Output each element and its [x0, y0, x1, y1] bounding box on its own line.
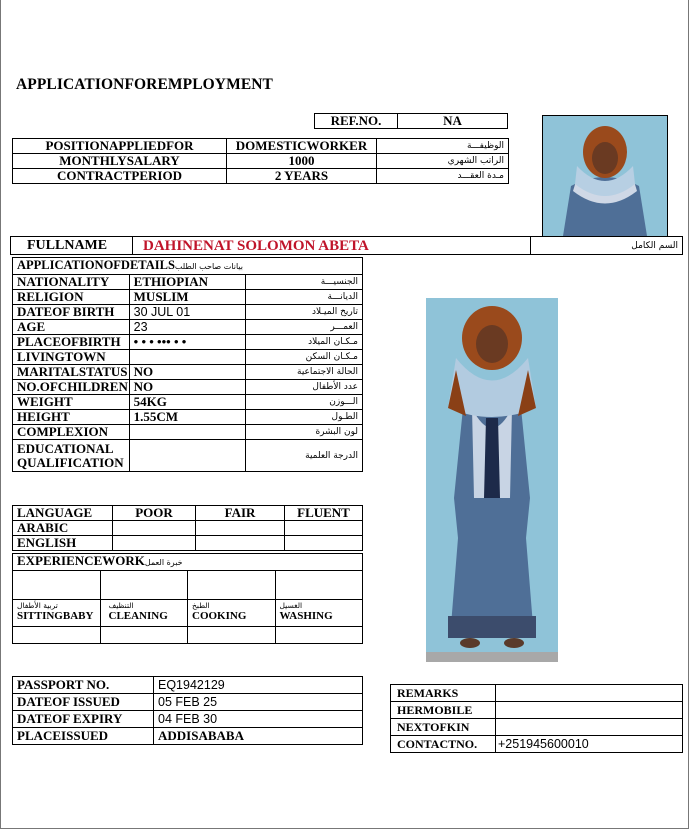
details-value: • • • ••• • • [129, 335, 246, 350]
remarks-row [391, 736, 683, 753]
skill-cooking: الطبخ COOKING [188, 600, 276, 627]
details-label: RELIGION [13, 290, 130, 305]
details-label: COMPLEXION [13, 425, 130, 440]
passport-row [13, 694, 363, 711]
passport-label: DATEOF ISSUED [13, 694, 154, 711]
remarks-label: REMARKS [391, 685, 496, 702]
skill-cell [100, 627, 188, 644]
details-value [129, 425, 246, 440]
skills-blank-row [13, 627, 363, 644]
details-label-ar: الديانـــة [246, 290, 363, 305]
details-value: 30 JUL 01 [129, 305, 246, 320]
passport-table [12, 676, 363, 745]
details-row [13, 365, 363, 380]
experience-cell [13, 571, 101, 600]
language-cell [196, 521, 285, 536]
passport-row [13, 677, 363, 694]
remarks-row [391, 719, 683, 736]
details-row-education [13, 440, 363, 472]
language-cell [196, 536, 285, 551]
details-label: MARITALSTATUS [13, 365, 130, 380]
remarks-label: NEXTOFKIN [391, 719, 496, 736]
details-row [13, 410, 363, 425]
job-label-ar: مـدة العقـــد [377, 169, 509, 184]
applicant-photo-small [542, 115, 668, 237]
details-label-ar: مـكـان السكن [246, 350, 363, 365]
details-row [13, 290, 363, 305]
skill-sittingbaby: تربية الأطفال SITTINGBABY [13, 600, 101, 627]
details-row [13, 275, 363, 290]
language-level: FAIR [196, 506, 285, 521]
details-label: DATEOF BIRTH [13, 305, 130, 320]
language-table [12, 505, 363, 551]
job-value: DOMESTICWORKER [227, 139, 377, 154]
passport-label: PASSPORT NO. [13, 677, 154, 694]
details-value: NO [129, 380, 246, 395]
details-value [129, 350, 246, 365]
job-label: MONTHLYSALARY [13, 154, 227, 169]
job-value: 2 YEARS [227, 169, 377, 184]
details-value: MUSLIM [129, 290, 246, 305]
experience-blank-row [13, 571, 363, 600]
experience-cell [188, 571, 276, 600]
details-label-ar: الحالة الاجتماعية [246, 365, 363, 380]
details-table [12, 257, 363, 472]
education-label-ar: الدرجة العلمية [246, 440, 363, 472]
fullname-value: DAHINENAT SOLOMON ABETA [133, 237, 531, 255]
details-label-ar: مـكـان الميلاد [246, 335, 363, 350]
details-label-ar: العمـــر [246, 320, 363, 335]
language-level: POOR [113, 506, 196, 521]
remarks-label: HERMOBILE [391, 702, 496, 719]
job-label-ar: الراتب الشهري [377, 154, 509, 169]
details-row [13, 380, 363, 395]
passport-label: DATEOF EXPIRY [13, 711, 154, 728]
details-label-ar: الطـول [246, 410, 363, 425]
skills-row [13, 600, 363, 627]
details-label: WEIGHT [13, 395, 130, 410]
details-label: NATIONALITY [13, 275, 130, 290]
experience-cell [275, 571, 363, 600]
language-cell [285, 536, 363, 551]
job-row-position [13, 139, 509, 154]
language-name: ENGLISH [13, 536, 113, 551]
details-label: NO.OFCHILDREN [13, 380, 130, 395]
job-table [12, 138, 509, 184]
details-row [13, 425, 363, 440]
passport-value: 04 FEB 30 [154, 711, 363, 728]
experience-cell [100, 571, 188, 600]
details-label: LIVINGTOWN [13, 350, 130, 365]
passport-value: 05 FEB 25 [154, 694, 363, 711]
details-label: PLACEOFBIRTH [13, 335, 130, 350]
remarks-value [496, 702, 683, 719]
language-header-row [13, 506, 363, 521]
skill-cell [188, 627, 276, 644]
remarks-row [391, 702, 683, 719]
passport-row [13, 711, 363, 728]
remarks-table [390, 684, 683, 753]
job-value: 1000 [227, 154, 377, 169]
details-value: 1.55CM [129, 410, 246, 425]
language-cell [113, 521, 196, 536]
language-cell [285, 521, 363, 536]
details-row [13, 305, 363, 320]
details-row [13, 350, 363, 365]
details-label-ar: الجنسيـــة [246, 275, 363, 290]
remarks-value [496, 685, 683, 702]
job-row-contract [13, 169, 509, 184]
experience-header: EXPERIENCEWORKخبرة العمل [13, 554, 363, 571]
remarks-value [496, 719, 683, 736]
remarks-row [391, 685, 683, 702]
remarks-value: +251945600010 [496, 736, 683, 753]
education-label: EDUCATIONAL QUALIFICATION [13, 440, 130, 472]
details-value: NO [129, 365, 246, 380]
passport-row [13, 728, 363, 745]
skill-cleaning: التنظيف CLEANING [100, 600, 188, 627]
details-value: 54KG [129, 395, 246, 410]
fullname-table [10, 236, 683, 255]
details-row [13, 335, 363, 350]
details-label-ar: لون البشرة [246, 425, 363, 440]
education-value [129, 440, 246, 472]
details-label-ar: الـــوزن [246, 395, 363, 410]
details-value: 23 [129, 320, 246, 335]
details-label: AGE [13, 320, 130, 335]
job-label-ar: الوظيفـــة [377, 139, 509, 154]
details-row [13, 320, 363, 335]
skill-cell [275, 627, 363, 644]
remarks-label: CONTACTNO. [391, 736, 496, 753]
fullname-label: FULLNAME [11, 237, 133, 255]
language-name: ARABIC [13, 521, 113, 536]
details-value: ETHIOPIAN [129, 275, 246, 290]
language-level: FLUENT [285, 506, 363, 521]
job-label: CONTRACTPERIOD [13, 169, 227, 184]
passport-value: ADDISABABA [154, 728, 363, 745]
form-title: APPLICATIONFOREMPLOYMENT [16, 76, 273, 93]
ref-label: REF.NO. [315, 114, 398, 129]
passport-label: PLACEISSUED [13, 728, 154, 745]
details-row [13, 395, 363, 410]
applicant-photo-full [426, 298, 558, 662]
details-label-ar: عدد الأطفال [246, 380, 363, 395]
language-row-english [13, 536, 363, 551]
details-label: HEIGHT [13, 410, 130, 425]
details-label-ar: تاريخ الميـلاد [246, 305, 363, 320]
ref-table [314, 113, 508, 129]
language-row-arabic [13, 521, 363, 536]
language-header: LANGUAGE [13, 506, 113, 521]
ref-value: NA [398, 114, 508, 129]
experience-table [12, 553, 363, 644]
language-cell [113, 536, 196, 551]
job-row-salary [13, 154, 509, 169]
skill-cell [13, 627, 101, 644]
details-header: APPLICATIONOFDETAILSبيانات صاحب الطلب [13, 258, 363, 275]
fullname-label-ar: السم الكامل [531, 237, 683, 255]
job-label: POSITIONAPPLIEDFOR [13, 139, 227, 154]
passport-value: EQ1942129 [154, 677, 363, 694]
skill-washing: الغسيل WASHING [275, 600, 363, 627]
